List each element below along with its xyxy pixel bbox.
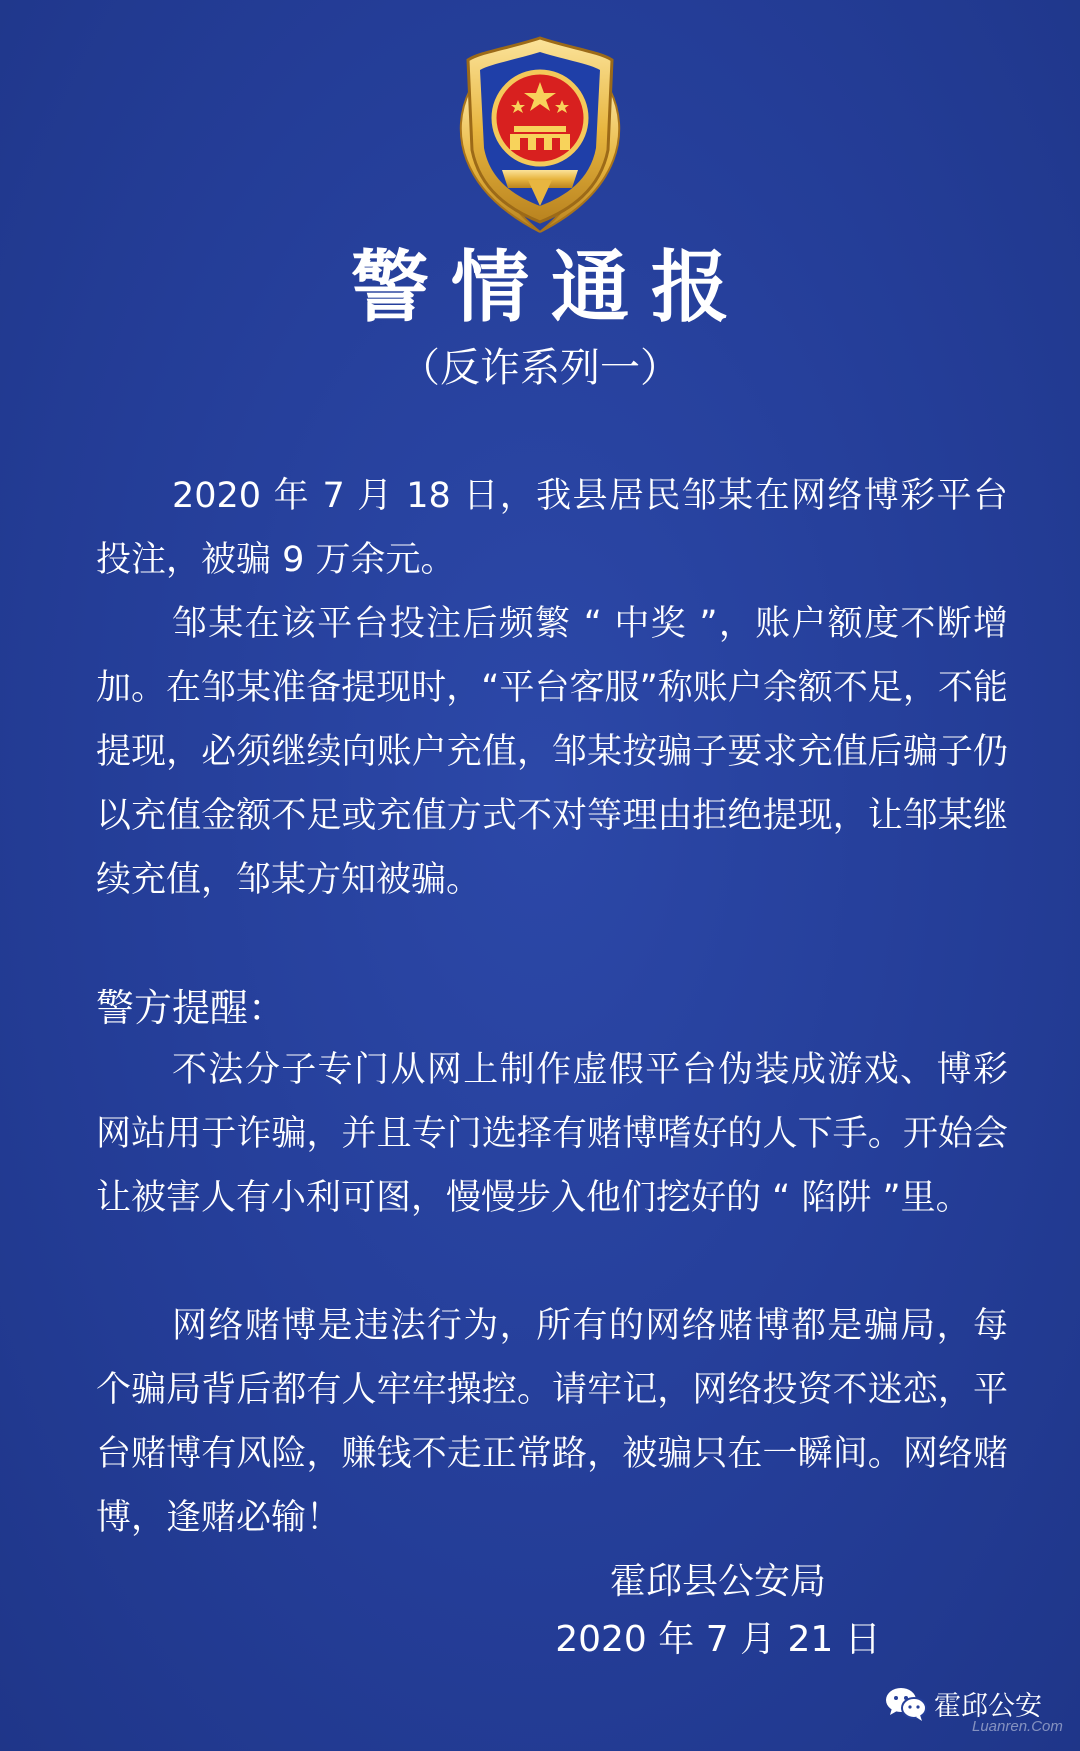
police-emblem-icon <box>440 30 640 240</box>
reminder-heading: 警方提醒： <box>96 986 287 1030</box>
details-paragraph: 邹某在该平台投注后频繁 “ 中奖 ”，账户额度不断增加。在邹某准备提现时，“平台客服”称账户余额不足，不能提现，必须继续向账户充值，邹某按骗子要求充值后骗子仍以充值金额不足或充值方式不对等理由拒绝提现，让邹某继续充值，邹某方知被骗。 <box>96 604 1008 900</box>
wechat-icon <box>884 1686 928 1722</box>
issuer-name: 霍邱县公安局 <box>609 1561 826 1602</box>
reminder-paragraph: 不法分子专门从网上制作虚假平台伪装成游戏、博彩网站用于诈骗，并且专门选择有赌博嗜好的人下手。开始会让被害人有小利可图，慢慢步入他们挖好的 “ 陷阱 ”里。 <box>96 1050 1008 1218</box>
warning-paragraph: 网络赌博是违法行为，所有的网络赌博都是骗局，每个骗局背后都有人牢牢操控。请牢记，网络投资不迷恋，平台赌博有风险，赚钱不走正常路，被骗只在一瞬间。网络赌博，逢赌必输！ <box>96 1306 1008 1538</box>
wechat-account-name: 霍邱公安 <box>934 1691 1042 1722</box>
incident-paragraph: 2020 年 7 月 18 日，我县居民邹某在网络博彩平台投注，被骗 9 万余元。 <box>96 476 1008 580</box>
issue-date: 2020 年 7 月 21 日 <box>555 1619 881 1660</box>
notice-subtitle: （反诈系列一） <box>400 345 680 391</box>
site-watermark: Luanren.Com <box>972 1718 1063 1735</box>
notice-title: 警情通报 <box>350 243 751 333</box>
